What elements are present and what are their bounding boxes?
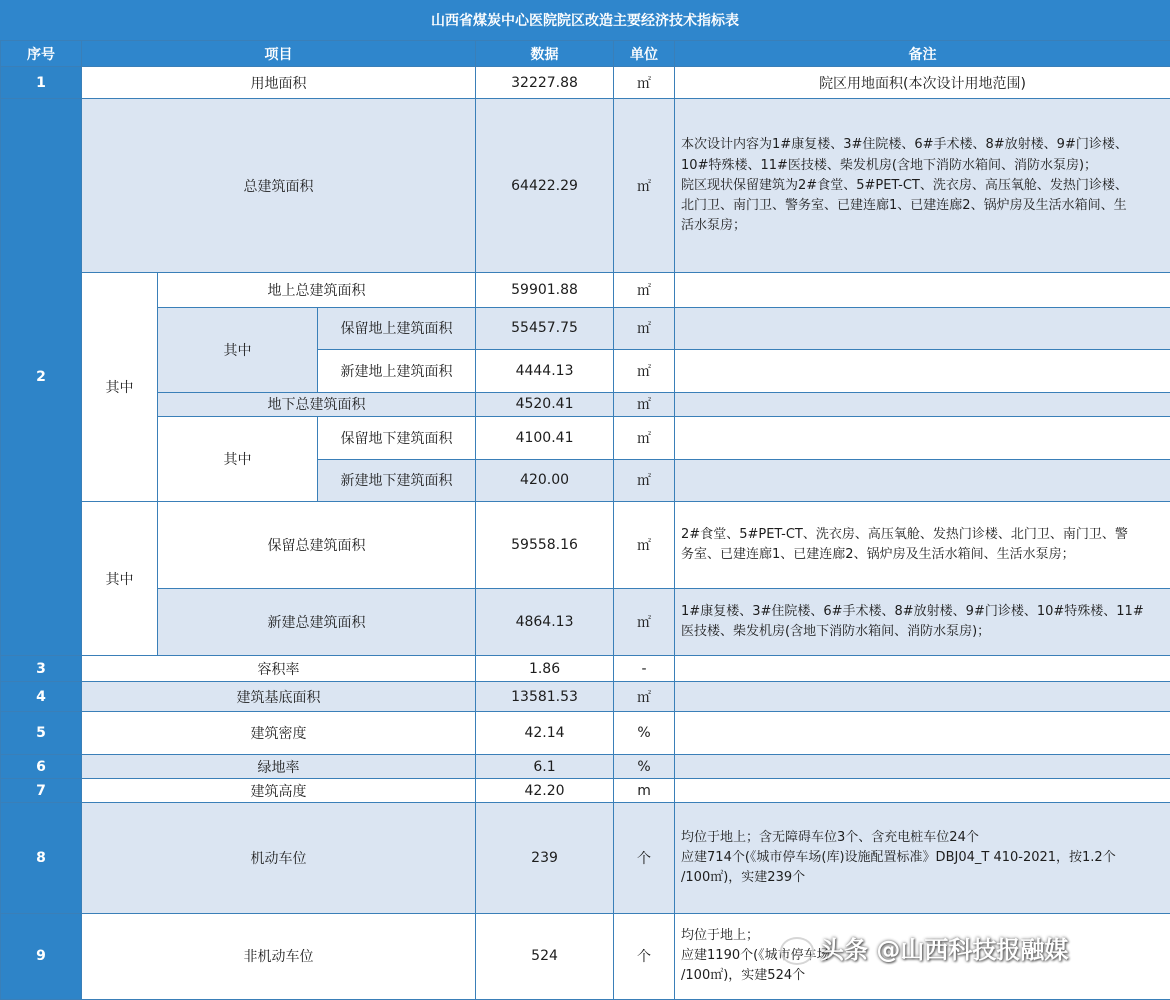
row-unit: ㎡ — [614, 682, 675, 712]
row-note — [675, 712, 1170, 755]
row-item: 新建地下建筑面积 — [318, 459, 476, 501]
table-row — [1, 803, 1170, 913]
row-note — [675, 779, 1170, 803]
row-data: 239 — [476, 803, 614, 913]
header-data: 数据 — [476, 41, 614, 67]
note-line: 本次设计内容为1#康复楼、3#住院楼、6#手术楼、8#放射楼、9#门诊楼、 — [681, 137, 1128, 153]
row-seq: 7 — [1, 779, 82, 803]
table-row — [1, 501, 1170, 588]
note-line: 应建714个(《城市停车场(库)设施配置标准》DBJ04_T 410-2021，按1.2个 — [681, 850, 1116, 865]
row-seq: 4 — [1, 682, 82, 712]
table-row — [1, 712, 1170, 755]
row-unit: ㎡ — [614, 349, 675, 392]
note-line: 2#食堂、5#PET-CT、洗衣房、高压氧舱、发热门诊楼、北门卫、南门卫、警 — [681, 526, 1128, 542]
table-row — [1, 392, 1170, 416]
row-data: 64422.29 — [476, 99, 614, 273]
note-line: /100㎡)，实建239个 — [681, 870, 806, 886]
row-item: 绿地率 — [82, 755, 476, 779]
row-data: 4100.41 — [476, 416, 614, 459]
row-item: 容积率 — [82, 656, 476, 682]
header-note: 备注 — [675, 41, 1170, 67]
row-item: 建筑高度 — [82, 779, 476, 803]
row-note — [675, 755, 1170, 779]
row-note — [675, 803, 1170, 913]
row-note — [675, 349, 1170, 392]
note-line: 活水泵房； — [681, 218, 747, 233]
watermark-text: 头条 @山西科技报融媒 — [820, 936, 1069, 964]
row-unit: ㎡ — [614, 273, 675, 307]
group-label: 其中 — [82, 501, 158, 655]
row-item: 保留总建筑面积 — [158, 501, 476, 588]
row-note — [675, 307, 1170, 349]
row-note — [675, 392, 1170, 416]
row-note — [675, 99, 1170, 273]
row-unit: ㎡ — [614, 307, 675, 349]
row-unit: 个 — [614, 803, 675, 913]
note-line: 应建1190个(《城市停车场 — [681, 948, 830, 964]
note-line: 1#康复楼、3#住院楼、6#手术楼、8#放射楼、9#门诊楼、10#特殊楼、11# — [681, 603, 1144, 619]
row-data: 42.20 — [476, 779, 614, 803]
row-item: 新建地上建筑面积 — [318, 349, 476, 392]
row-data: 524 — [476, 913, 614, 999]
row-note — [675, 913, 1170, 999]
row-seq: 2 — [1, 99, 82, 656]
row-item: 地上总建筑面积 — [158, 273, 476, 307]
row-item: 建筑基底面积 — [82, 682, 476, 712]
row-item: 新建总建筑面积 — [158, 589, 476, 656]
row-item: 地下总建筑面积 — [158, 392, 476, 416]
row-data: 4520.41 — [476, 392, 614, 416]
row-note — [675, 459, 1170, 501]
row-item: 总建筑面积 — [82, 99, 476, 273]
note-line: 均位于地上；含无障碍车位3个、含充电桩车位24个 — [681, 829, 979, 845]
row-seq: 9 — [1, 913, 82, 999]
row-item: 非机动车位 — [82, 913, 476, 999]
row-data: 59901.88 — [476, 273, 614, 307]
row-seq: 8 — [1, 803, 82, 913]
row-unit: ㎡ — [614, 416, 675, 459]
table-row — [1, 682, 1170, 712]
row-unit: ㎡ — [614, 589, 675, 656]
table-title: 山西省煤炭中心医院院区改造主要经济技术指标表 — [0, 0, 1170, 40]
row-item: 用地面积 — [82, 67, 476, 99]
row-note — [675, 589, 1170, 656]
table-row — [1, 589, 1170, 656]
row-unit: - — [614, 656, 675, 682]
header-unit: 单位 — [614, 41, 675, 67]
row-unit: % — [614, 755, 675, 779]
row-data: 4444.13 — [476, 349, 614, 392]
row-unit: m — [614, 779, 675, 803]
row-unit: ㎡ — [614, 392, 675, 416]
note-line: /100㎡)，实建524个 — [681, 968, 806, 984]
row-item: 建筑密度 — [82, 712, 476, 755]
row-note — [675, 682, 1170, 712]
row-item: 机动车位 — [82, 803, 476, 913]
row-data: 420.00 — [476, 459, 614, 501]
row-unit: 个 — [614, 913, 675, 999]
row-unit: ㎡ — [614, 459, 675, 501]
row-note — [675, 656, 1170, 682]
table-row — [1, 755, 1170, 779]
row-unit: ㎡ — [614, 99, 675, 273]
table-row — [1, 656, 1170, 682]
row-data: 4864.13 — [476, 589, 614, 656]
row-seq: 5 — [1, 712, 82, 755]
table-row — [1, 416, 1170, 459]
note-line: 医技楼、柴发机房(含地下消防水箱间、消防水泵房)； — [681, 624, 991, 640]
row-note: 院区用地面积(本次设计用地范围) — [675, 67, 1170, 99]
row-data: 32227.88 — [476, 67, 614, 99]
row-seq: 3 — [1, 656, 82, 682]
row-seq: 1 — [1, 67, 82, 99]
note-line: 院区现状保留建筑为2#食堂、5#PET-CT、洗衣房、高压氧舱、发热门诊楼、 — [681, 177, 1128, 193]
row-data: 13581.53 — [476, 682, 614, 712]
row-data: 59558.16 — [476, 501, 614, 588]
table-row — [1, 67, 1170, 99]
table-row — [1, 99, 1170, 273]
row-data: 6.1 — [476, 755, 614, 779]
table-row — [1, 273, 1170, 307]
subgroup-label: 其中 — [158, 416, 318, 501]
note-line: 均位于地上； — [681, 928, 760, 944]
row-note — [675, 416, 1170, 459]
indicator-table — [0, 40, 1170, 1000]
row-data: 42.14 — [476, 712, 614, 755]
table-row — [1, 779, 1170, 803]
note-line: 务室、已建连廊1、已建连廊2、锅炉房及生活水箱间、生活水泵房； — [681, 546, 1075, 562]
header-item: 项目 — [82, 41, 476, 67]
subgroup-label: 其中 — [158, 307, 318, 392]
header-seq: 序号 — [1, 41, 82, 67]
table-row — [1, 913, 1170, 999]
row-data: 55457.75 — [476, 307, 614, 349]
row-unit: ㎡ — [614, 67, 675, 99]
row-data: 1.86 — [476, 656, 614, 682]
row-unit: % — [614, 712, 675, 755]
row-item: 保留地上建筑面积 — [318, 307, 476, 349]
row-seq: 6 — [1, 755, 82, 779]
header-row — [1, 41, 1170, 67]
note-line: 10#特殊楼、11#医技楼、柴发机房(含地下消防水箱间、消防水泵房)； — [681, 157, 1098, 173]
row-note — [675, 501, 1170, 588]
row-item: 保留地下建筑面积 — [318, 416, 476, 459]
note-line: 北门卫、南门卫、警务室、已建连廊1、已建连廊2、锅炉房及生活水箱间、生 — [681, 197, 1127, 213]
group-label: 其中 — [82, 273, 158, 501]
table-row — [1, 307, 1170, 349]
row-note — [675, 273, 1170, 307]
row-unit: ㎡ — [614, 501, 675, 588]
